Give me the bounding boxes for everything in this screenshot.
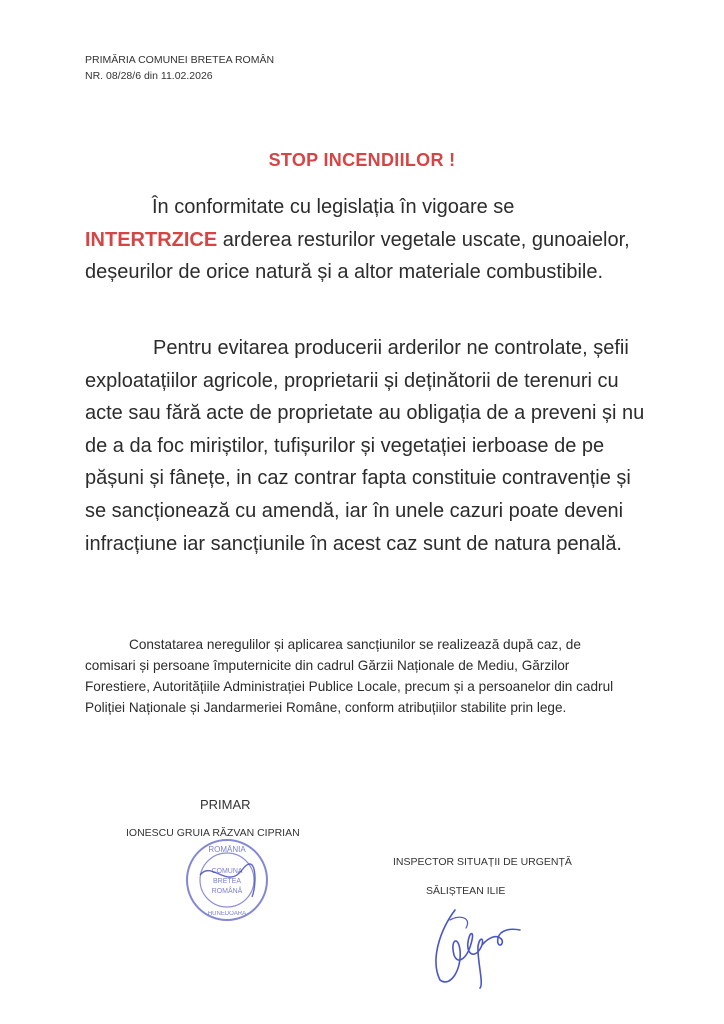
document-header <box>85 52 274 84</box>
official-stamp <box>182 835 272 925</box>
paragraph-prohibition-after: arderea resturilor vegetale uscate, gunoaielor, deșeurilor de orice natură și a altor materiale combustibile. <box>85 228 630 283</box>
paragraph-obligations-text: Pentru evitarea producerii arderilor ne controlate, șefii exploatațiilor agricole, proprietarii și deținătorii de terenuri cu acte sau fără acte de proprietate au obligația de a preveni și nu de a da foc miriștilor, tufișurilor și vegetației ierboase de pe pășuni și fânețe, in caz contrar fapta constituie contravenție și se sancționează cu amendă, iar în unele cazuri poate deveni infracțiune iar sancțiunile în acest caz sunt de natura penală. <box>85 337 645 555</box>
mayor-name: IONESCU GRUIA RĂZVAN CIPRIAN <box>126 827 300 839</box>
svg-text:HUNEDOARA: HUNEDOARA <box>207 911 247 917</box>
inspector-title: INSPECTOR SITUAȚII DE URGENȚĂ <box>393 856 572 868</box>
prohibition-emphasis: INTERTRZICE <box>85 228 218 251</box>
paragraph-enforcement-text: Constatarea neregulilor și aplicarea sancțiunilor se realizează după caz, de comisari și persoane împuternicite din cadrul Gărzii Naționale de Mediu, Gărzilor Forestiere, Autoritățiile Administrației Publice Locale, precum și a persoanelor din cadrul Poliției Naționale și Jandarmeriei Române, conform atribuțiilor stabilite prin lege. <box>85 637 614 715</box>
page-title: STOP INCENDIILOR ! <box>268 150 456 170</box>
mayor-title: PRIMAR <box>200 797 251 812</box>
reference-number: NR. 08/28/6 din 11.02.2026 <box>85 70 213 82</box>
institution-name: PRIMĂRIA COMUNEI BRETEA ROMÂN <box>85 54 275 66</box>
svg-text:ROMÂNIA: ROMÂNIA <box>208 845 246 854</box>
inspector-signature <box>420 900 540 990</box>
svg-text:BRETEA: BRETEA <box>212 878 242 885</box>
paragraph-prohibition <box>85 191 645 289</box>
paragraph-obligations <box>85 332 653 560</box>
svg-text:ROMÂNĂ: ROMÂNĂ <box>211 888 243 895</box>
paragraph-enforcement <box>85 634 615 718</box>
svg-text:COMUNA: COMUNA <box>211 868 243 875</box>
inspector-name: SĂLIȘTEAN ILIE <box>426 885 506 897</box>
paragraph-prohibition-before: În conformitate cu legislația în vigoare se <box>152 196 515 218</box>
